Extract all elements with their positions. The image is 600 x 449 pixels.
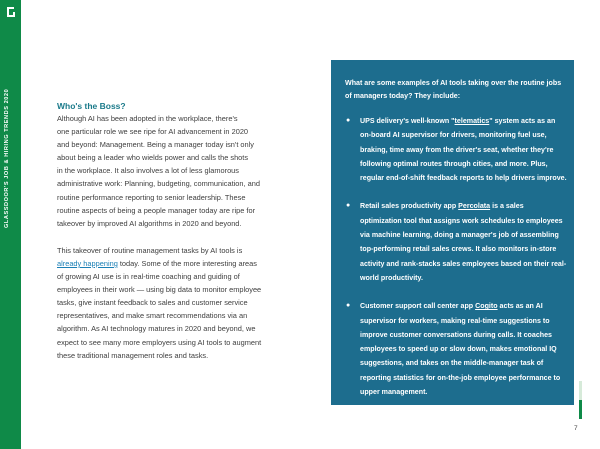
line: administrative work: Planning, budgeting, communication, and [57, 179, 260, 189]
line: these traditional management roles and tasks. [57, 350, 209, 360]
callout-intro: What are some examples of AI tools taking over the routine jobs of managers today? They include: [345, 79, 562, 101]
list-item: ● Customer support call center app Cogito acts as an AI supervisor for workers, making real-time suggestions to improve customer conversations during calls. It coaches employees to speed up or slow down, makes emotional IQ suggestions, and takes on the middle-manager task of reporting statistics for on-the-job employee performance to upper management. [345, 299, 567, 399]
page-number: 7 [574, 425, 578, 432]
examples-list [345, 114, 567, 413]
line: algorithm. As AI technology matures in 2020 and beyond, we [57, 324, 256, 334]
line: in the workplace. It also involves a lot of less glamorous [57, 166, 239, 176]
cogito-link[interactable]: Cogito [475, 302, 498, 311]
line: one particular role we see ripe for AI advancement in 2020 [57, 127, 249, 137]
line: of growing AI use is in real-time coaching and guiding of [57, 272, 240, 282]
list-item: ● Retail sales productivity app Percolata is a sales optimization tool that assigns work schedules to employees via machine learning, doing a manager's job of assembling top-performing retail sales crews. It also monitors in-store activity and rank-stacks sales employees based on their real-world productivity. [345, 199, 567, 285]
brand-sidebar [0, 0, 21, 449]
telematics-link[interactable]: telematics [454, 117, 490, 125]
paragraph-1 [57, 112, 287, 230]
section-heading: Who's the Boss? [57, 101, 126, 111]
percolata-link[interactable]: Percolata [458, 202, 491, 211]
progress-fill [579, 400, 582, 419]
bullet-icon: ● [346, 202, 351, 210]
line: today. Some of the more interesting areas [117, 258, 257, 268]
paragraph-2 [57, 244, 287, 362]
already-happening-link[interactable]: already happening [57, 258, 118, 268]
line: routine aspects of being a people manager today are ripe for [57, 205, 256, 215]
list-item: ● UPS delivery's well-known "telematics" system acts as an on-board AI supervisor for drivers, monitoring fuel use, braking, time away from the driver's seat, whether they're following optimal routes through cities, and more. Plus, regular end-of-shift feedback reports to help drivers improve. [345, 114, 567, 185]
line: routine performance reporting to senior leadership. These [57, 192, 246, 202]
line: This takeover of routine management tasks by AI tools is [57, 245, 243, 255]
main-article [57, 100, 287, 362]
line: expect to see many more employers using AI tools to augment [57, 337, 262, 347]
line: takeover by improved AI algorithms in 2020 and beyond. [57, 218, 242, 228]
report-title-vertical: GLASSDOOR'S JOB & HIRING TRENDS 2020 [4, 88, 10, 228]
line: employees in their work — using big data to monitor employee [57, 285, 262, 295]
line: representatives, and make smart recommendations via an [57, 311, 248, 321]
line: and beyond: Management. Being a manager today isn't only [57, 140, 254, 150]
line: about being a leader who wields power and calls the shots [57, 153, 249, 163]
reading-progress-bar [579, 381, 582, 419]
line: Although AI has been adopted in the workplace, there's [57, 114, 238, 123]
bullet-icon: ● [346, 302, 351, 310]
bullet-icon: ● [346, 117, 351, 124]
examples-callout-panel [331, 60, 574, 405]
glassdoor-logo-icon [4, 5, 18, 19]
line: tasks, give instant feedback to sales and customer service [57, 298, 248, 308]
